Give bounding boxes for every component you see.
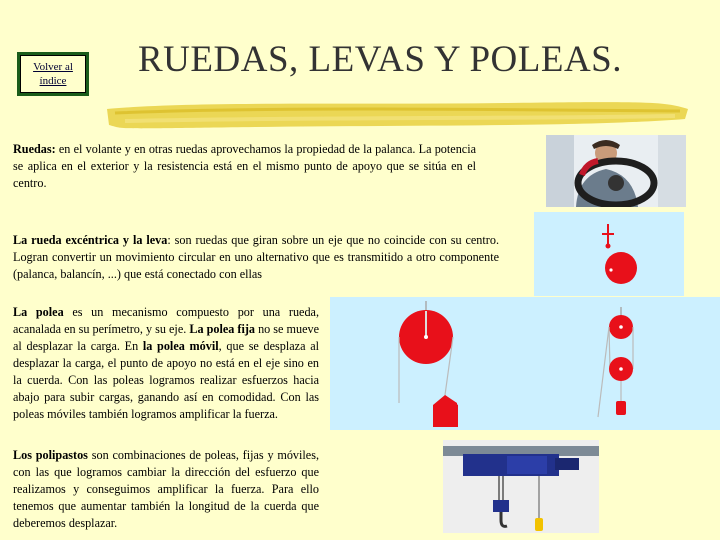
back-to-index-button[interactable] xyxy=(17,52,89,96)
brush-stroke-divider xyxy=(105,97,690,131)
polea-text-2: no se mueve al desplazar la carga. En xyxy=(13,322,319,353)
block-and-tackle-diagram xyxy=(598,307,633,417)
page-title: RUEDAS, LEVAS Y POLEAS. xyxy=(138,39,622,80)
polea-text-3: , que se desplaza al desplazar la carga, el punto de apoyo no está en el eje sino en la cuerda. Con las poleas logramos realizar esfuerzos hacia abajo para subir cargas, ganando así en comodidad. Con las poleas móviles también logramos amplificar la fuerza. xyxy=(13,339,319,421)
polea-text-1: es un mecanismo compuesto por una rueda, acanalada en su perímetro, y su eje. xyxy=(13,305,320,336)
eccentric-cam-diagram xyxy=(534,212,684,296)
fixed-pulley-diagram xyxy=(399,301,458,427)
polea-movil-term: la polea móvil xyxy=(142,339,219,353)
polipastos-term: Los polipastos xyxy=(13,448,88,462)
polea-fija-term: La polea fija xyxy=(189,322,256,336)
cam-wheel xyxy=(605,252,637,284)
ruedas-term: Ruedas: xyxy=(13,142,56,156)
excentrica-term: La rueda excéntrica y la leva xyxy=(13,233,168,247)
ruedas-text: en el volante y en otras ruedas aprovechamos la propiedad de la palanca. La potencia se aplica en el exterior y la resistencia está en el mismo punto de apoyo que se sitúa en el centro. xyxy=(13,142,476,190)
back-link-line2[interactable]: índice xyxy=(39,75,67,87)
excentrica-text: : son ruedas que giran sobre un eje que no coincide con su centro. Logran convertir un movimiento circular en uno alternativo que es transmitido a otro componente (palanca, balancín, ...) que está conectado con ellas xyxy=(13,233,499,281)
polipastos-text: son combinaciones de poleas, fijas y móviles, con las que logramos cambiar la dirección del esfuerzo que realizamos y conseguimos amplificar la fuerza. Para ello tenemos que aumentar también la longitud de la cuerda que deberemos desplazar. xyxy=(13,448,320,530)
steering-wheel-photo xyxy=(546,135,686,207)
ruedas-paragraph xyxy=(13,141,476,192)
excentrica-paragraph xyxy=(13,232,499,283)
back-link-line1[interactable]: Volver al xyxy=(33,61,73,73)
polea-term: La polea xyxy=(13,305,64,319)
hoist-photo xyxy=(443,440,599,533)
polea-paragraph xyxy=(13,304,319,423)
polipastos-paragraph xyxy=(13,447,319,532)
pulley-diagrams xyxy=(330,297,720,430)
